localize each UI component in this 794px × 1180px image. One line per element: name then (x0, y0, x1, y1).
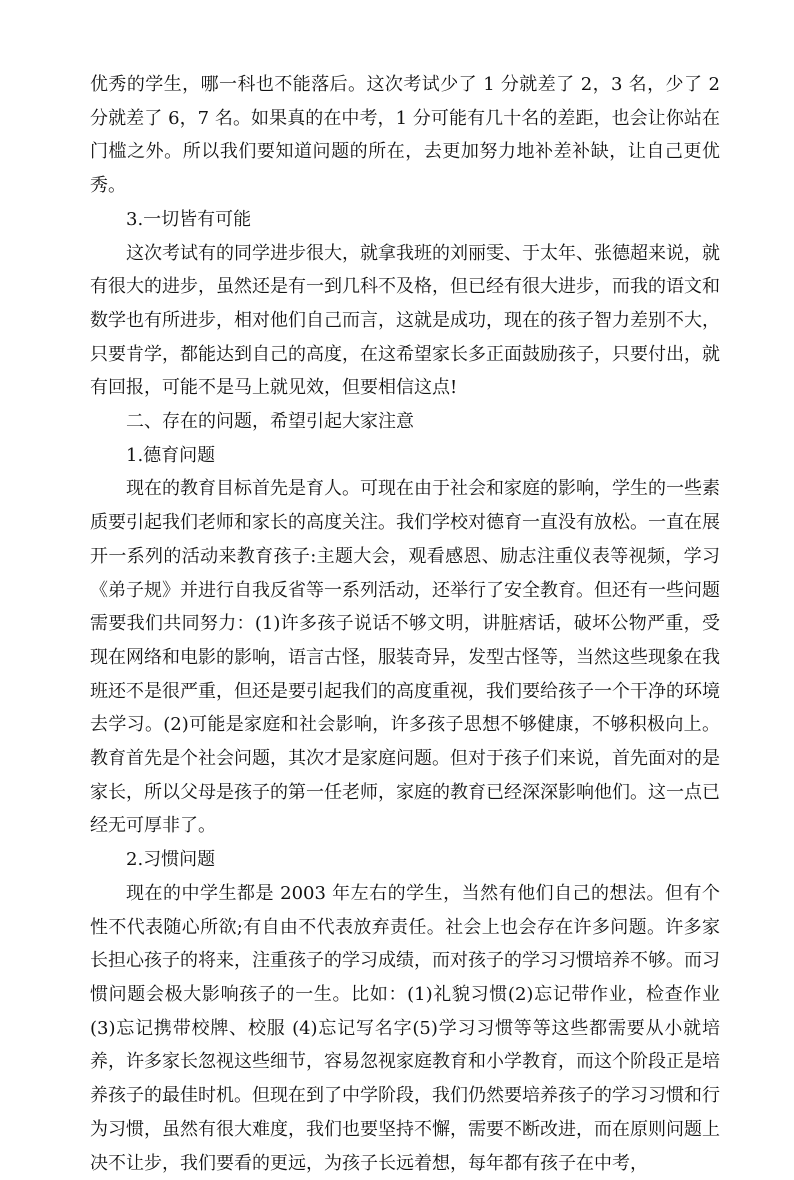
document-page (90, 68, 720, 1180)
section-heading-habits: 2.习惯问题 (126, 849, 216, 871)
paragraph-progress: 这次考试有的同学进步很大，就拿我班的刘丽雯、于太年、张德超来说，就有很大的进步，虽然还是有一到几科不及格，但已经有很大进步，而我的语文和数学也有所进步，相对他们自己而言，这就是成功，现在的孩子智力差别不大，只要肯学，都能达到自己的高度，在这希望家长多正面鼓励孩子，只要付出，就有回报，可能不是马上就见效，但要相信这点! (90, 242, 720, 399)
paragraph-continued: 优秀的学生，哪一科也不能落后。这次考试少了 1 分就差了 2，3 名，少了 2 分就差了 6，7 名。如果真的在中考，1 分可能有几十名的差距，也会让你站在门槛之外。所以我们要知道问题的所在，去更加努力地补差补缺，让自己更优秀。 (90, 74, 720, 197)
paragraph-moral-education: 现在的教育目标首先是育人。可现在由于社会和家庭的影响，学生的一些素质要引起我们老师和家长的高度关注。我们学校对德育一直没有放松。一直在展开一系列的活动来教育孩子:主题大会，观看感恩、励志注重仪表等视频，学习《弟子规》并进行自我反省等一系列活动，还举行了安全教育。但还有一些问题需要我们共同努力：(1)许多孩子说话不够文明，讲脏痞话，破坏公物严重，受现在网络和电影的影响，语言古怪，服装奇异，发型古怪等，当然这些现象在我班还不是很严重，但还是要引起我们的高度重视，我们要给孩子一个干净的环境去学习。(2)可能是家庭和社会影响，许多孩子思想不够健康，不够积极向上。教育首先是个社会问题，其次才是家庭问题。但对于孩子们来说，首先面对的是家长，所以父母是孩子的第一任老师，家庭的教育已经深深影响他们。这一点已经无可厚非了。 (90, 478, 720, 837)
section-heading-moral-education: 1.德育问题 (126, 444, 216, 466)
section-heading-everything-possible: 3.一切皆有可能 (126, 208, 252, 230)
paragraph-habits: 现在的中学生都是 2003 年左右的学生，当然有他们自己的想法。但有个性不代表随心所欲;有自由不代表放弃责任。社会上也会存在许多问题。许多家长担心孩子的将来，注重孩子的学习成绩，而对孩子的学习习惯培养不够。而习惯问题会极大影响孩子的一生。比如：(1)礼貌习惯(2)忘记带作业，检查作业(3)忘记携带校牌、校服 (4)忘记写名字(5)学习习惯等等这些都需要从小就培养，许多家长忽视这些细节，容易忽视家庭教育和小学教育，而这个阶段正是培养孩子的最佳时机。但现在到了中学阶段，我们仍然要培养孩子的学习习惯和行为习惯，虽然有很大难度，我们也要坚持不懈，需要不断改进，而在原则问题上决不让步，我们要看的更远，为孩子长远着想，每年都有孩子在中考， (90, 882, 720, 1174)
section-heading-existing-problems: 二、存在的问题，希望引起大家注意 (126, 411, 414, 433)
